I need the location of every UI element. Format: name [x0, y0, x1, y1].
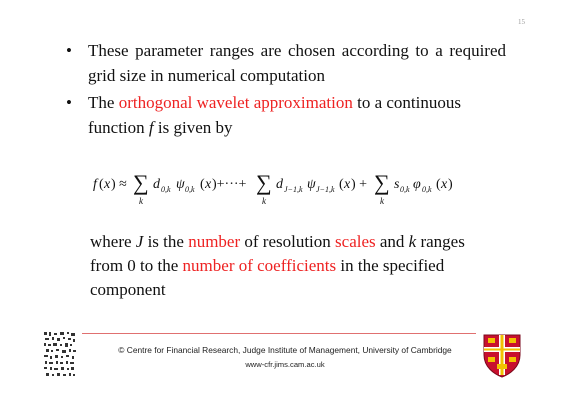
svg-text:f: f	[93, 177, 97, 192]
footer-divider	[82, 333, 476, 334]
wavelet-formula	[93, 166, 473, 216]
svg-text:s: s	[394, 177, 400, 192]
svg-text:J−1,k: J−1,k	[284, 185, 303, 194]
highlight-orthogonal-wavelet: orthogonal wavelet approximation	[118, 93, 353, 112]
footer-url: www-cfr.jims.cam.ac.uk	[245, 360, 325, 369]
svg-text:x: x	[205, 177, 212, 192]
university-shield-logo	[482, 333, 522, 379]
svg-text:∑: ∑	[256, 170, 272, 195]
svg-text:d: d	[153, 177, 160, 192]
svg-text:(: (	[339, 177, 344, 192]
svg-text:(: (	[436, 177, 441, 192]
svg-text:(: (	[200, 177, 205, 192]
variable-k: k	[408, 232, 417, 251]
svg-text:φ: φ	[413, 177, 421, 192]
svg-text:x: x	[344, 177, 351, 192]
svg-text:0,k: 0,k	[185, 185, 195, 194]
svg-text:k: k	[380, 196, 384, 206]
svg-text:k: k	[262, 196, 266, 206]
svg-text:)+···+: )+···+	[212, 177, 247, 192]
qr-code-logo	[42, 330, 78, 380]
bullet-text-2: The orthogonal wavelet approximation to a continuous function f is given by	[88, 93, 461, 137]
sum-index-k: k	[139, 196, 143, 206]
svg-text:): )	[448, 177, 453, 192]
svg-text:x: x	[441, 177, 448, 192]
bullet-dot: •	[66, 41, 72, 60]
explanation-paragraph: where J is the number of resolution scales and k ranges from 0 to the number of coefficients in the specified component	[90, 232, 465, 299]
value-zero: 0	[127, 256, 136, 275]
page-number: 15	[518, 18, 525, 26]
svg-text:∑: ∑	[133, 170, 149, 195]
bullet-dot: •	[66, 93, 72, 112]
svg-text:J−1,k: J−1,k	[316, 185, 335, 194]
bullet-text-1: These parameter ranges are chosen according to a required grid size in numerical computation	[88, 41, 506, 85]
svg-text:0,k: 0,k	[161, 185, 171, 194]
svg-text:) +: ) +	[351, 177, 368, 192]
svg-text:ψ: ψ	[307, 177, 316, 192]
svg-text:0,k: 0,k	[400, 185, 410, 194]
svg-text:x: x	[104, 177, 111, 192]
svg-text:) ≈: ) ≈	[111, 177, 127, 192]
svg-text:ψ: ψ	[176, 177, 185, 192]
svg-text:d: d	[276, 177, 283, 192]
highlight-number-of-coefficients: number of coefficients	[182, 256, 337, 275]
highlight-scales: scales	[335, 232, 376, 251]
svg-text:∑: ∑	[374, 170, 390, 195]
bullet-item-1	[66, 38, 506, 88]
svg-text:(: (	[99, 177, 104, 192]
variable-J: J	[135, 232, 144, 251]
bullet-item-2	[66, 90, 506, 140]
svg-text:0,k: 0,k	[422, 185, 432, 194]
highlight-number: number	[188, 232, 241, 251]
variable-f: f	[148, 118, 154, 137]
footer-copyright: © Centre for Financial Research, Judge Institute of Management, University of Cambridge	[118, 345, 452, 355]
